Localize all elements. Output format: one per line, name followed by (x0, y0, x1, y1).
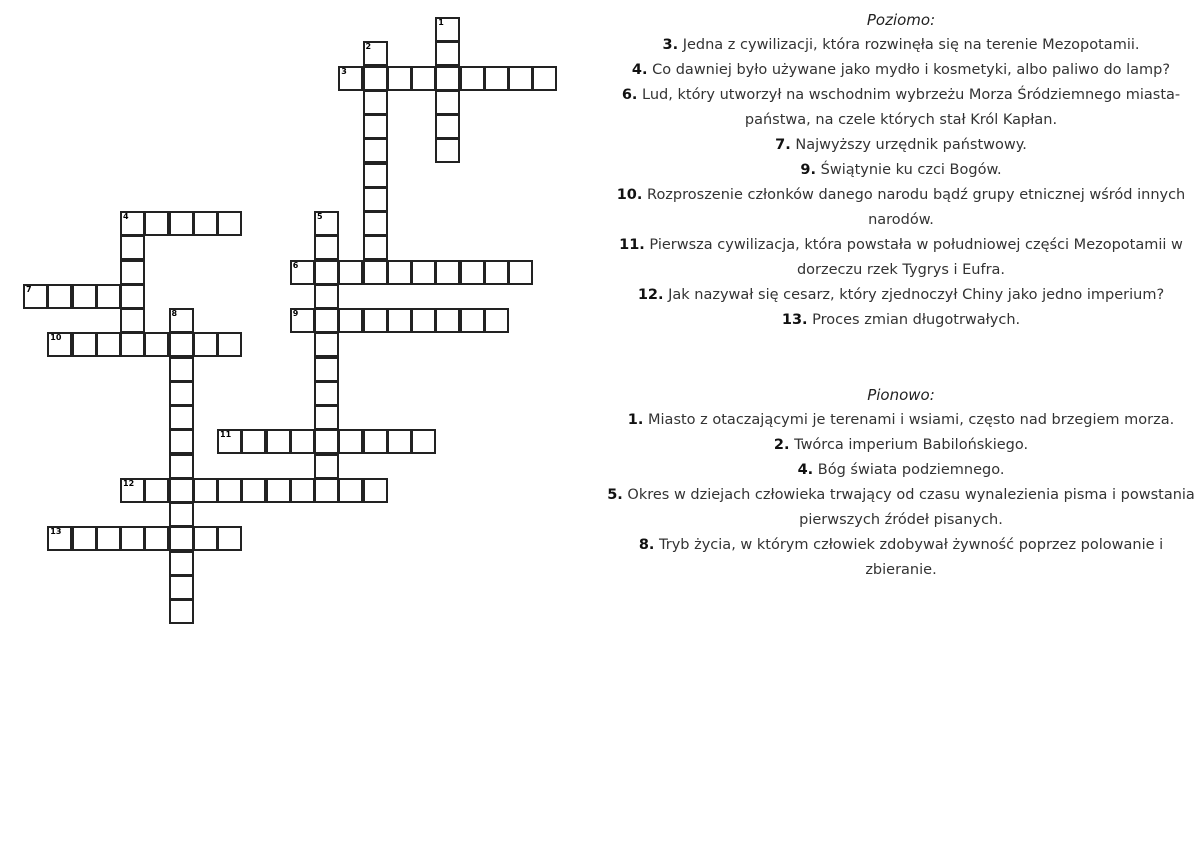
grid-cell[interactable] (460, 308, 485, 333)
grid-cell[interactable] (363, 308, 388, 333)
cell-number: 3 (341, 66, 347, 76)
clue-number: 8. (638, 537, 655, 553)
grid-cell[interactable] (241, 478, 266, 503)
clue-number: 13. (781, 312, 808, 328)
grid-cell[interactable] (169, 526, 194, 551)
grid-cell[interactable] (314, 478, 339, 503)
grid-cell[interactable] (290, 308, 315, 333)
grid-cell[interactable] (169, 211, 194, 236)
grid-cell[interactable] (314, 235, 339, 260)
cell-number: 2 (365, 42, 372, 52)
grid-cell[interactable] (169, 332, 194, 357)
clue-number: 11. (619, 237, 645, 253)
grid-cell[interactable] (460, 66, 485, 91)
clue-text: Proces zmian długotrwałych. (812, 312, 1021, 328)
clue-text: Jedna z cywilizacji, która rozwinęła się na terenie Mezopotamii. (682, 37, 1140, 53)
grid-cell[interactable] (47, 526, 72, 551)
grid-cell[interactable] (217, 211, 242, 236)
grid-cell[interactable] (314, 211, 339, 236)
clue-text: Bóg świata podziemnego. (817, 462, 1005, 478)
grid-cell[interactable] (169, 308, 194, 333)
grid-cell[interactable] (484, 260, 509, 285)
grid-cell[interactable] (363, 163, 388, 188)
grid-cell[interactable] (144, 526, 169, 551)
grid-cell[interactable] (193, 332, 218, 357)
grid-cell[interactable] (314, 405, 339, 430)
grid-cell[interactable] (363, 114, 388, 139)
grid-cell[interactable] (363, 211, 388, 236)
grid-cell[interactable] (193, 526, 218, 551)
clue-number: 7. (775, 137, 791, 153)
grid-cell[interactable] (508, 66, 533, 91)
grid-cell[interactable] (411, 429, 436, 454)
clue-text: Jak nazywał się cesarz, który zjednoczył Chiny jako jedno imperium? (668, 287, 1165, 303)
cell-number: 4 (123, 212, 129, 221)
clues-panel (606, 8, 1196, 583)
grid-cell[interactable] (338, 478, 363, 503)
grid-cell[interactable] (120, 235, 145, 260)
grid-cell[interactable] (435, 41, 460, 66)
grid-cell[interactable] (411, 308, 436, 333)
grid-cell[interactable] (435, 260, 460, 285)
grid-cell[interactable] (363, 66, 388, 91)
grid-cell[interactable] (23, 284, 48, 309)
cell-number: 11 (220, 430, 232, 440)
grid-cell[interactable] (47, 332, 72, 357)
grid-cell[interactable] (72, 284, 97, 309)
clue-text: Miasto z otaczającymi je terenami i wsiami, często nad brzegiem morza. (648, 412, 1175, 428)
spacer (606, 333, 1196, 358)
grid-cell[interactable] (72, 526, 97, 551)
grid-cell[interactable] (290, 429, 315, 454)
grid-cell[interactable] (411, 66, 436, 91)
grid-cell[interactable] (435, 138, 460, 163)
grid-cell[interactable] (169, 551, 194, 576)
grid-cell[interactable] (314, 429, 339, 454)
clue-text: Co dawniej było używane jako mydło i kosmetyki, albo paliwo do lamp? (652, 62, 1171, 78)
clue-number: 3. (662, 37, 679, 53)
cell-number: 9 (292, 309, 299, 318)
grid-cell[interactable] (217, 332, 242, 357)
grid-cell[interactable] (338, 308, 363, 333)
clue-text: Pierwsza cywilizacja, która powstała w południowej części Mezopotamii w dorzeczu rzek Tygrys i Eufra. (649, 237, 1183, 278)
grid-cell[interactable] (120, 308, 145, 333)
clue-text: Lud, który utworzył na wschodnim wybrzeżu Morza Śródziemnego miasta-państwa, na czele których stał Król Kapłan. (642, 87, 1181, 128)
clue-text: Świątynie ku czci Bogów. (820, 162, 1002, 178)
grid-cell[interactable] (508, 260, 533, 285)
grid-cell[interactable] (338, 66, 363, 91)
clue-text: Twórca imperium Babilońskiego. (794, 437, 1029, 453)
grid-cell[interactable] (266, 429, 291, 454)
grid-cell[interactable] (363, 235, 388, 260)
across-clue (606, 158, 1196, 183)
grid-cell[interactable] (217, 478, 242, 503)
grid-cell[interactable] (435, 90, 460, 115)
cell-number: 6 (292, 260, 299, 270)
grid-cell[interactable] (411, 260, 436, 285)
across-heading: Poziomo: (866, 11, 936, 29)
spacer (606, 358, 1196, 383)
clue-number: 2. (773, 437, 790, 453)
grid-cell[interactable] (169, 381, 194, 406)
across-clue (606, 33, 1196, 58)
grid-cell[interactable] (193, 211, 218, 236)
grid-cell[interactable] (120, 478, 145, 503)
grid-cell[interactable] (96, 526, 121, 551)
grid-cell[interactable] (169, 575, 194, 600)
grid-cell[interactable] (120, 211, 145, 236)
grid-cell[interactable] (314, 308, 339, 333)
grid-cell[interactable] (169, 502, 194, 527)
grid-cell[interactable] (217, 429, 242, 454)
clue-text: Tryb życia, w którym człowiek zdobywał żywność poprzez polowanie i zbieranie. (659, 537, 1164, 578)
grid-cell[interactable] (435, 114, 460, 139)
grid-cell[interactable] (363, 260, 388, 285)
down-clue (606, 408, 1196, 433)
grid-cell[interactable] (96, 332, 121, 357)
clue-number: 10. (616, 187, 643, 203)
across-clue (606, 83, 1196, 133)
down-clue (606, 458, 1196, 483)
grid-cell[interactable] (169, 429, 194, 454)
grid-cell[interactable] (314, 284, 339, 309)
cell-number: 10 (50, 333, 62, 343)
grid-cell[interactable] (96, 284, 121, 309)
grid-cell[interactable] (387, 429, 412, 454)
grid-cell[interactable] (217, 526, 242, 551)
clue-text: Okres w dziejach człowieka trwający od czasu wynalezienia pisma i powstania pierwszych źródeł pisanych. (627, 487, 1195, 528)
down-clue (606, 433, 1196, 458)
grid-cell[interactable] (484, 308, 509, 333)
across-clue (606, 283, 1196, 308)
grid-cell[interactable] (387, 260, 412, 285)
grid-cell[interactable] (363, 478, 388, 503)
grid-cell[interactable] (120, 260, 145, 285)
grid-cell[interactable] (314, 357, 339, 382)
grid-cell[interactable] (144, 478, 169, 503)
down-heading: Pionowo: (867, 386, 935, 404)
grid-cell[interactable] (363, 41, 388, 66)
grid-cell[interactable] (387, 66, 412, 91)
grid-cell[interactable] (169, 405, 194, 430)
clue-text: Rozproszenie członków danego narodu bądź grupy etnicznej wśród innych narodów. (647, 187, 1186, 228)
grid-cell[interactable] (290, 260, 315, 285)
grid-cell[interactable] (387, 308, 412, 333)
down-clue (606, 533, 1196, 583)
grid-cell[interactable] (338, 260, 363, 285)
down-clue (606, 483, 1196, 533)
grid-cell[interactable] (72, 332, 97, 357)
cell-number: 1 (438, 18, 444, 27)
cell-number: 7 (26, 284, 32, 294)
grid-cell[interactable] (314, 381, 339, 406)
cell-number: 5 (317, 212, 323, 221)
grid-cell[interactable] (290, 478, 315, 503)
clue-text: Najwyższy urzędnik państwowy. (795, 137, 1027, 153)
grid-cell[interactable] (363, 187, 388, 212)
across-clue (606, 58, 1196, 83)
grid-cell[interactable] (314, 332, 339, 357)
grid-cell[interactable] (169, 599, 194, 624)
down-clue-list (606, 408, 1196, 583)
grid-cell[interactable] (314, 454, 339, 479)
grid-cell[interactable] (363, 90, 388, 115)
across-clue (606, 183, 1196, 233)
cell-number: 12 (123, 478, 135, 488)
cell-number: 13 (50, 527, 62, 537)
grid-cell[interactable] (266, 478, 291, 503)
grid-cell[interactable] (120, 526, 145, 551)
clue-number: 6. (621, 87, 638, 103)
grid-cell[interactable] (169, 478, 194, 503)
grid-cell[interactable] (484, 66, 509, 91)
clue-number: 12. (637, 287, 664, 303)
clue-number: 9. (800, 162, 817, 178)
grid-cell[interactable] (435, 66, 460, 91)
grid-cell[interactable] (435, 308, 460, 333)
grid-cell[interactable] (241, 429, 266, 454)
grid-cell[interactable] (193, 478, 218, 503)
grid-cell[interactable] (338, 429, 363, 454)
grid-cell[interactable] (169, 357, 194, 382)
across-clue (606, 308, 1196, 333)
cell-number: 8 (171, 309, 178, 318)
grid-cell[interactable] (532, 66, 557, 91)
grid-cell[interactable] (169, 454, 194, 479)
grid-cell[interactable] (460, 260, 485, 285)
clue-number: 5. (607, 487, 623, 503)
clue-number: 1. (627, 412, 644, 428)
grid-cell[interactable] (314, 260, 339, 285)
across-clue-list (606, 33, 1196, 333)
grid-cell[interactable] (120, 284, 145, 309)
grid-cell[interactable] (144, 211, 169, 236)
clue-number: 4. (797, 462, 814, 478)
grid-cell[interactable] (47, 284, 72, 309)
grid-cell[interactable] (435, 17, 460, 42)
grid-cell[interactable] (363, 138, 388, 163)
grid-cell[interactable] (144, 332, 169, 357)
across-clue (606, 133, 1196, 158)
clue-number: 4. (631, 62, 648, 78)
grid-cell[interactable] (363, 429, 388, 454)
across-clue (606, 233, 1196, 283)
grid-cell[interactable] (120, 332, 145, 357)
